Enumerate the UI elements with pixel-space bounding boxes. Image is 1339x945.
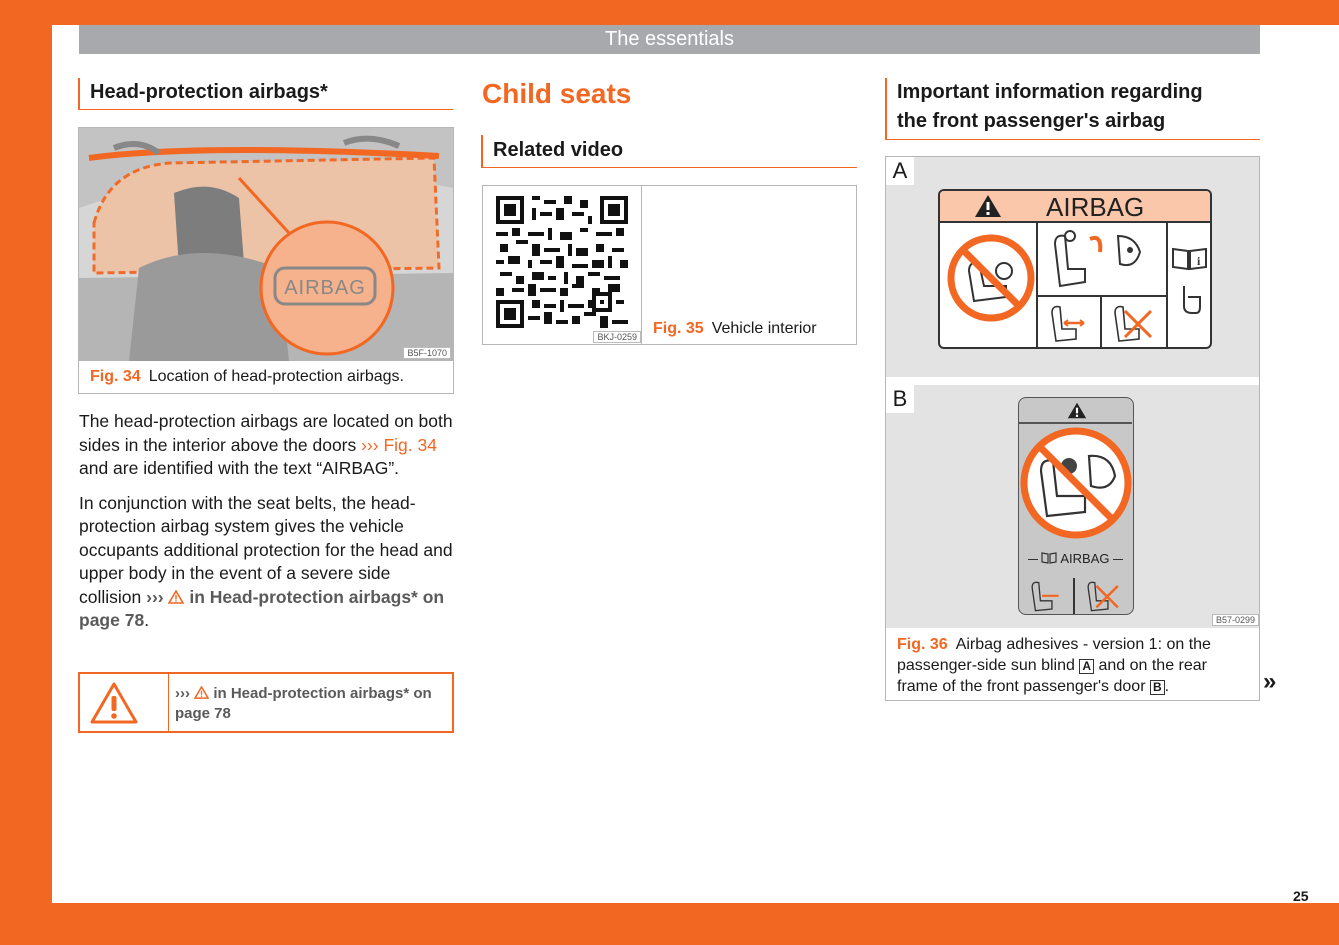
figure-code: BKJ-0259: [593, 331, 641, 343]
figure-caption: [897, 634, 1242, 697]
page-header: The essentials: [79, 25, 1260, 54]
xref-arrows: ›››: [146, 586, 164, 607]
warning-triangle-icon: [194, 686, 209, 699]
key-a-badge: A: [1079, 659, 1094, 674]
paragraph-2: [79, 492, 454, 633]
manual-book-info-icon: [1170, 241, 1210, 321]
figure-label: Fig. 34: [90, 368, 141, 385]
heading-head-protection-airbags: Head-protection airbags*: [78, 78, 453, 110]
warning-triangle-icon: [168, 590, 184, 604]
xref-arrows: ›››: [175, 685, 190, 702]
panel-a-letter: A: [886, 157, 914, 185]
warning-triangle-icon: [974, 194, 1002, 218]
sticker-b-airbag-row: [1019, 551, 1132, 566]
panel-b: [886, 385, 1259, 628]
key-b-badge: B: [1150, 680, 1165, 695]
no-seat-forward-icon: [1105, 299, 1161, 345]
airbag-location-illustration: [79, 128, 453, 361]
panel-b-letter: B: [886, 385, 914, 413]
caption-text-a: Airbag adhesives - version 1: on the passenger-side sun blind: [897, 636, 1211, 674]
manual-book-icon: [1041, 552, 1057, 564]
figure-label: Fig. 35: [653, 320, 704, 337]
warning-link-text: in Head-protection airbags* on page 78: [79, 586, 445, 630]
sticker-a: [938, 189, 1212, 349]
figure-35: [482, 185, 857, 345]
seat-moved-back-icon: [1023, 576, 1071, 614]
xref-arrows: ›››: [361, 434, 379, 455]
sticker-a-header: [940, 191, 1210, 223]
caption-end: .: [1164, 678, 1170, 695]
fig-34-link[interactable]: Fig. 34: [383, 434, 437, 455]
paragraph-1: [79, 410, 454, 481]
sticker-b-label: AIRBAG: [1060, 551, 1110, 566]
no-child-seat-airbag-icon: [1019, 426, 1133, 544]
heading-line-1: Important information regarding: [897, 81, 1203, 103]
caption-text: Location of head-protection airbags.: [148, 368, 404, 385]
figure-caption: [653, 320, 853, 338]
figure-label: Fig. 36: [897, 636, 948, 653]
svg-text:i: i: [1197, 254, 1201, 268]
section-title-child-seats: Child seats: [482, 78, 632, 109]
panel-a: [886, 157, 1259, 377]
qr-code-panel: [483, 186, 642, 344]
sticker-a-title: AIRBAG: [1046, 192, 1145, 222]
sticker-b: [1018, 397, 1134, 615]
figure-caption: [90, 368, 450, 386]
seat-moved-back-icon: [1042, 299, 1098, 345]
figure-36: [885, 156, 1260, 701]
para1-text-a: The head-protection airbags are located on both sides in the interior above the doors: [79, 411, 453, 455]
figure-34: [78, 127, 454, 394]
figure-code: B57-0299: [1212, 614, 1259, 626]
warning-triangle-icon: [89, 681, 139, 725]
heading-front-passenger-airbag: [885, 78, 1260, 140]
no-seat-forward-icon: [1079, 576, 1127, 614]
warning-text-label: in Head-protection airbags* on page 78: [175, 685, 432, 722]
warning-text[interactable]: [175, 684, 450, 724]
body-text-col1: [79, 410, 454, 644]
continue-mark: »: [1263, 668, 1277, 695]
page-number: 25: [1293, 888, 1309, 904]
para2-text-a: In conjunction with the seat belts, the head-protection airbag system gives the vehicle occupants additional protection for the head and upper body in the event of a severe side collision: [79, 492, 453, 607]
para2-end: .: [144, 610, 150, 630]
figure-code: B5F-1070: [403, 347, 451, 359]
airbag-deploy-seat-icon: [1040, 224, 1166, 294]
heading-related-video: Related video: [481, 135, 857, 168]
warning-box: [78, 672, 454, 733]
warning-triangle-icon: [1067, 402, 1087, 419]
no-rear-facing-child-seat-icon: [944, 231, 1038, 325]
qr-code-icon[interactable]: [496, 196, 628, 328]
para1-text-b: and are identified with the text “AIRBAG”.: [79, 458, 400, 478]
caption-text: Vehicle interior: [711, 320, 817, 337]
caption-text-b: and on the rear frame of the front passenger's door: [897, 657, 1207, 695]
warning-icon-cell: [80, 674, 169, 731]
heading-line-2: the front passenger's airbag: [897, 110, 1166, 132]
airbag-label: AIRBAG: [284, 277, 366, 299]
